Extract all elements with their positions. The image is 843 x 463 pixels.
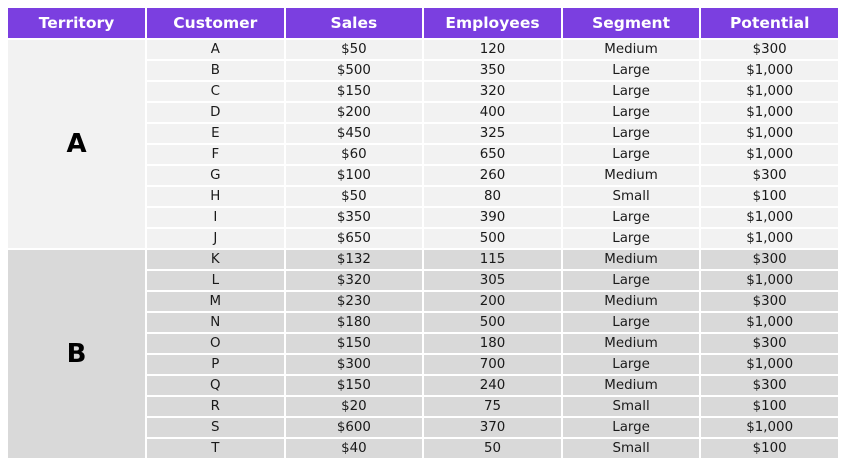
potential-cell: $1,000 bbox=[700, 228, 839, 249]
sales-cell: $50 bbox=[285, 186, 424, 207]
customer-cell: N bbox=[146, 312, 285, 333]
customer-cell: L bbox=[146, 270, 285, 291]
employees-cell: 120 bbox=[423, 39, 562, 60]
sales-cell: $300 bbox=[285, 354, 424, 375]
customer-cell: T bbox=[146, 438, 285, 459]
territory-label: B bbox=[7, 249, 146, 459]
sales-cell: $150 bbox=[285, 333, 424, 354]
potential-cell: $1,000 bbox=[700, 270, 839, 291]
employees-cell: 700 bbox=[423, 354, 562, 375]
sales-cell: $60 bbox=[285, 144, 424, 165]
territory-group-a bbox=[7, 39, 839, 249]
sales-cell: $450 bbox=[285, 123, 424, 144]
potential-cell: $300 bbox=[700, 375, 839, 396]
header-potential: Potential bbox=[700, 7, 839, 39]
employees-cell: 390 bbox=[423, 207, 562, 228]
header-row bbox=[7, 7, 839, 39]
potential-cell: $1,000 bbox=[700, 354, 839, 375]
customer-cell: D bbox=[146, 102, 285, 123]
potential-cell: $1,000 bbox=[700, 312, 839, 333]
potential-cell: $1,000 bbox=[700, 417, 839, 438]
sales-cell: $350 bbox=[285, 207, 424, 228]
customer-cell: J bbox=[146, 228, 285, 249]
potential-cell: $300 bbox=[700, 165, 839, 186]
sales-cell: $180 bbox=[285, 312, 424, 333]
segment-cell: Large bbox=[562, 228, 701, 249]
segment-cell: Medium bbox=[562, 333, 701, 354]
segment-cell: Large bbox=[562, 354, 701, 375]
segment-cell: Medium bbox=[562, 39, 701, 60]
employees-cell: 50 bbox=[423, 438, 562, 459]
sales-cell: $650 bbox=[285, 228, 424, 249]
customer-cell: Q bbox=[146, 375, 285, 396]
segment-cell: Large bbox=[562, 60, 701, 81]
potential-cell: $1,000 bbox=[700, 81, 839, 102]
table-row bbox=[7, 39, 839, 60]
customer-cell: E bbox=[146, 123, 285, 144]
segment-cell: Large bbox=[562, 312, 701, 333]
customer-cell: A bbox=[146, 39, 285, 60]
customer-cell: I bbox=[146, 207, 285, 228]
segment-cell: Small bbox=[562, 186, 701, 207]
customer-cell: S bbox=[146, 417, 285, 438]
customer-territory-table bbox=[6, 6, 840, 460]
table-row bbox=[7, 249, 839, 270]
employees-cell: 320 bbox=[423, 81, 562, 102]
customer-cell: M bbox=[146, 291, 285, 312]
header-customer: Customer bbox=[146, 7, 285, 39]
employees-cell: 370 bbox=[423, 417, 562, 438]
employees-cell: 75 bbox=[423, 396, 562, 417]
potential-cell: $100 bbox=[700, 396, 839, 417]
segment-cell: Medium bbox=[562, 249, 701, 270]
header-territory: Territory bbox=[7, 7, 146, 39]
customer-cell: H bbox=[146, 186, 285, 207]
potential-cell: $300 bbox=[700, 333, 839, 354]
segment-cell: Large bbox=[562, 123, 701, 144]
sales-cell: $132 bbox=[285, 249, 424, 270]
employees-cell: 260 bbox=[423, 165, 562, 186]
sales-cell: $20 bbox=[285, 396, 424, 417]
customer-cell: O bbox=[146, 333, 285, 354]
employees-cell: 240 bbox=[423, 375, 562, 396]
sales-cell: $320 bbox=[285, 270, 424, 291]
sales-cell: $100 bbox=[285, 165, 424, 186]
territory-group-b bbox=[7, 249, 839, 459]
customer-cell: P bbox=[146, 354, 285, 375]
segment-cell: Large bbox=[562, 102, 701, 123]
header-employees: Employees bbox=[423, 7, 562, 39]
potential-cell: $300 bbox=[700, 291, 839, 312]
employees-cell: 180 bbox=[423, 333, 562, 354]
sales-cell: $500 bbox=[285, 60, 424, 81]
potential-cell: $300 bbox=[700, 39, 839, 60]
sales-cell: $150 bbox=[285, 81, 424, 102]
territory-label: A bbox=[7, 39, 146, 249]
segment-cell: Large bbox=[562, 270, 701, 291]
employees-cell: 400 bbox=[423, 102, 562, 123]
customer-cell: C bbox=[146, 81, 285, 102]
header-sales: Sales bbox=[285, 7, 424, 39]
customer-cell: B bbox=[146, 60, 285, 81]
customer-cell: K bbox=[146, 249, 285, 270]
potential-cell: $1,000 bbox=[700, 123, 839, 144]
employees-cell: 200 bbox=[423, 291, 562, 312]
segment-cell: Large bbox=[562, 417, 701, 438]
potential-cell: $1,000 bbox=[700, 144, 839, 165]
sales-cell: $50 bbox=[285, 39, 424, 60]
potential-cell: $100 bbox=[700, 438, 839, 459]
segment-cell: Medium bbox=[562, 375, 701, 396]
employees-cell: 325 bbox=[423, 123, 562, 144]
employees-cell: 500 bbox=[423, 228, 562, 249]
employees-cell: 500 bbox=[423, 312, 562, 333]
employees-cell: 650 bbox=[423, 144, 562, 165]
potential-cell: $300 bbox=[700, 249, 839, 270]
sales-cell: $200 bbox=[285, 102, 424, 123]
employees-cell: 350 bbox=[423, 60, 562, 81]
segment-cell: Small bbox=[562, 396, 701, 417]
segment-cell: Medium bbox=[562, 291, 701, 312]
potential-cell: $1,000 bbox=[700, 207, 839, 228]
employees-cell: 115 bbox=[423, 249, 562, 270]
potential-cell: $1,000 bbox=[700, 102, 839, 123]
sales-cell: $230 bbox=[285, 291, 424, 312]
sales-cell: $600 bbox=[285, 417, 424, 438]
potential-cell: $100 bbox=[700, 186, 839, 207]
segment-cell: Large bbox=[562, 207, 701, 228]
customer-cell: G bbox=[146, 165, 285, 186]
customer-cell: F bbox=[146, 144, 285, 165]
customer-cell: R bbox=[146, 396, 285, 417]
segment-cell: Large bbox=[562, 81, 701, 102]
segment-cell: Small bbox=[562, 438, 701, 459]
employees-cell: 80 bbox=[423, 186, 562, 207]
potential-cell: $1,000 bbox=[700, 60, 839, 81]
segment-cell: Medium bbox=[562, 165, 701, 186]
segment-cell: Large bbox=[562, 144, 701, 165]
header-segment: Segment bbox=[562, 7, 701, 39]
employees-cell: 305 bbox=[423, 270, 562, 291]
sales-cell: $40 bbox=[285, 438, 424, 459]
sales-cell: $150 bbox=[285, 375, 424, 396]
